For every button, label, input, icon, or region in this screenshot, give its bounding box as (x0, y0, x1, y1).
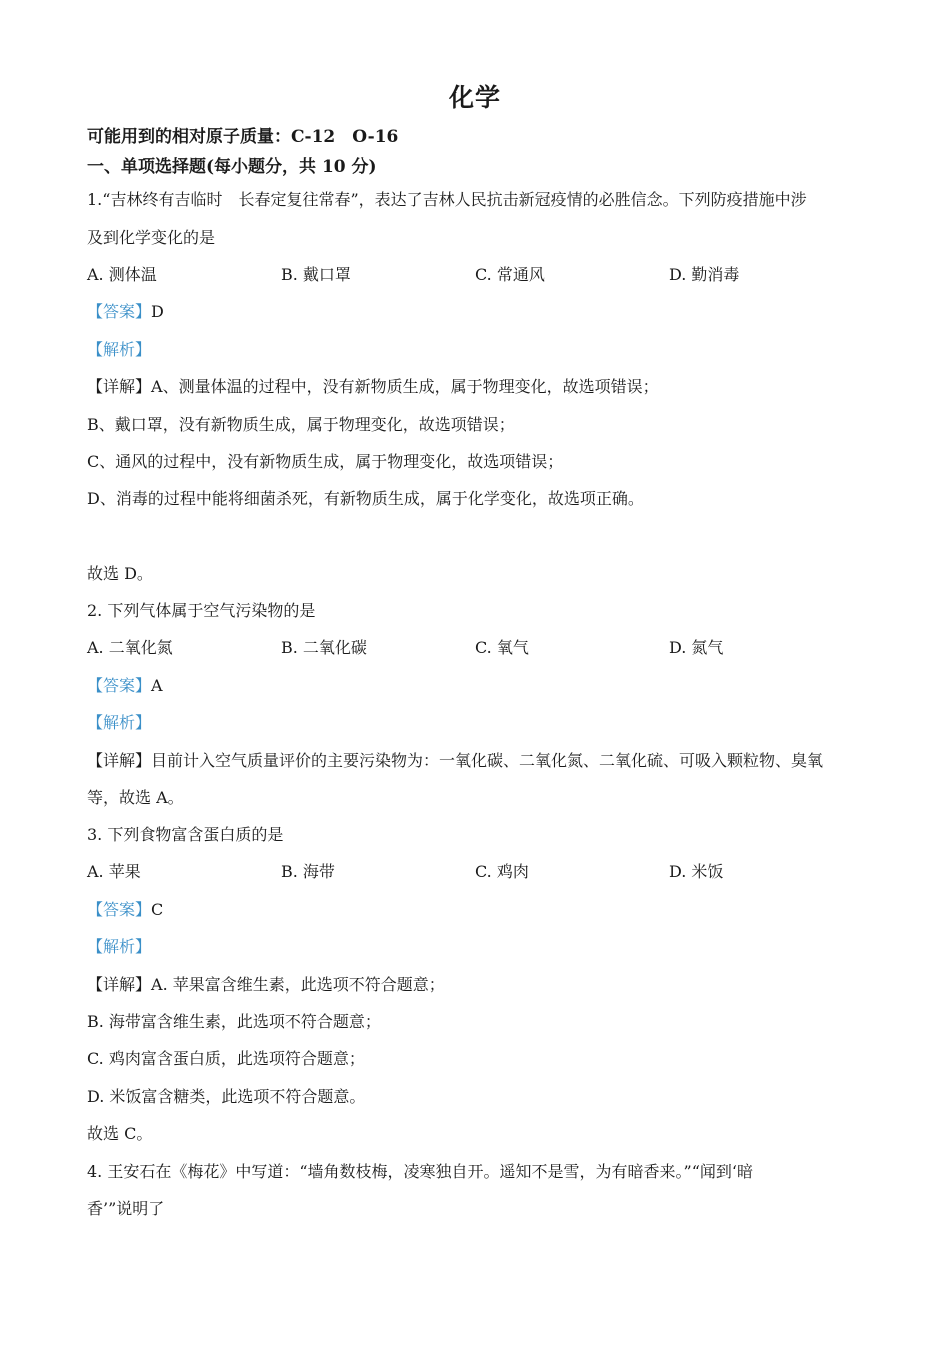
answer-value: A (151, 676, 163, 695)
detail-tag: 【详解】 (87, 975, 152, 994)
q1-detail-line-1: 【详解】A、测量体温的过程中，没有新物质生成，属于物理变化，故选项错误； (87, 377, 659, 396)
q3-conclusion: 故选 C。 (87, 1124, 153, 1143)
q2-detail-line-2: 等，故选 A。 (87, 788, 184, 807)
detail-tag: 【详解】 (87, 377, 152, 396)
q2-option-c: C. 氧气 (475, 638, 529, 657)
q2-detail-line-1: 【详解】目前计入空气质量评价的主要污染物为：一氧化碳、二氧化氮、二氧化硫、可吸入颗粒物、臭氧 (87, 751, 824, 770)
q1-option-d: D. 勤消毒 (669, 265, 740, 284)
q3-options (87, 861, 867, 883)
q3-detail-line-4: D. 米饭富含糖类，此选项不符合题意。 (87, 1087, 366, 1106)
q1-option-b: B. 戴口罩 (281, 265, 351, 284)
q2-stem: 2. 下列气体属于空气污染物的是 (87, 601, 316, 620)
q3-option-a: A. 苹果 (87, 862, 141, 881)
q2-options (87, 637, 867, 659)
page-title: 化学 (448, 83, 501, 112)
answer-value: D (151, 302, 164, 321)
detail-tag: 【详解】 (87, 751, 152, 770)
answer-value: C (151, 900, 164, 919)
q3-answer (87, 899, 163, 921)
q1-option-c: C. 常通风 (475, 265, 545, 284)
q3-stem: 3. 下列食物富含蛋白质的是 (87, 825, 284, 844)
q1-answer (87, 301, 164, 323)
q1-conclusion: 故选 D。 (87, 564, 153, 583)
q1-detail-line-3: C、通风的过程中，没有新物质生成，属于物理变化，故选项错误； (87, 452, 564, 471)
q2-option-a: A. 二氧化氮 (87, 638, 173, 657)
q2-analysis-tag: 【解析】 (87, 713, 152, 732)
answer-tag: 【答案】 (87, 900, 152, 919)
q1-stem-line-1: 1.“吉林终有吉临时 长春定复往常春”，表达了吉林人民抗击新冠疫情的必胜信念。下列防疫措施中涉 (87, 190, 807, 209)
q3-detail-line-3: C. 鸡肉富含蛋白质，此选项符合题意； (87, 1049, 365, 1068)
q2-option-b: B. 二氧化碳 (281, 638, 367, 657)
q2-option-d: D. 氮气 (669, 638, 724, 657)
q4-stem-line-1: 4. 王安石在《梅花》中写道：“墙角数枝梅，凌寒独自开。遥知不是雪，为有暗香来。”“闻到‘暗 (87, 1162, 753, 1181)
q1-detail-line-2: B、戴口罩，没有新物质生成，属于物理变化，故选项错误； (87, 415, 515, 434)
answer-tag: 【答案】 (87, 302, 152, 321)
q4-stem-line-2: 香’”说明了 (87, 1199, 165, 1218)
q1-detail-line-4: D、消毒的过程中能将细菌杀死，有新物质生成，属于化学变化，故选项正确。 (87, 489, 644, 508)
q2-answer (87, 675, 163, 697)
q3-option-b: B. 海带 (281, 862, 335, 881)
atomic-mass-line: 可能用到的相对原子质量：C-12 O-16 (87, 127, 399, 147)
q3-option-d: D. 米饭 (669, 862, 724, 881)
q1-option-a: A. 测体温 (87, 265, 157, 284)
q3-detail-line-2: B. 海带富含维生素，此选项不符合题意； (87, 1012, 381, 1031)
q3-detail-line-1: 【详解】A. 苹果富含维生素，此选项不符合题意； (87, 975, 445, 994)
q3-analysis-tag: 【解析】 (87, 937, 152, 956)
q1-stem-line-2: 及到化学变化的是 (87, 228, 216, 247)
q1-analysis-tag: 【解析】 (87, 340, 152, 359)
q1-options (87, 264, 867, 286)
answer-tag: 【答案】 (87, 676, 152, 695)
q3-option-c: C. 鸡肉 (475, 862, 529, 881)
section-heading: 一、单项选择题(每小题分，共 10 分) (87, 157, 377, 177)
